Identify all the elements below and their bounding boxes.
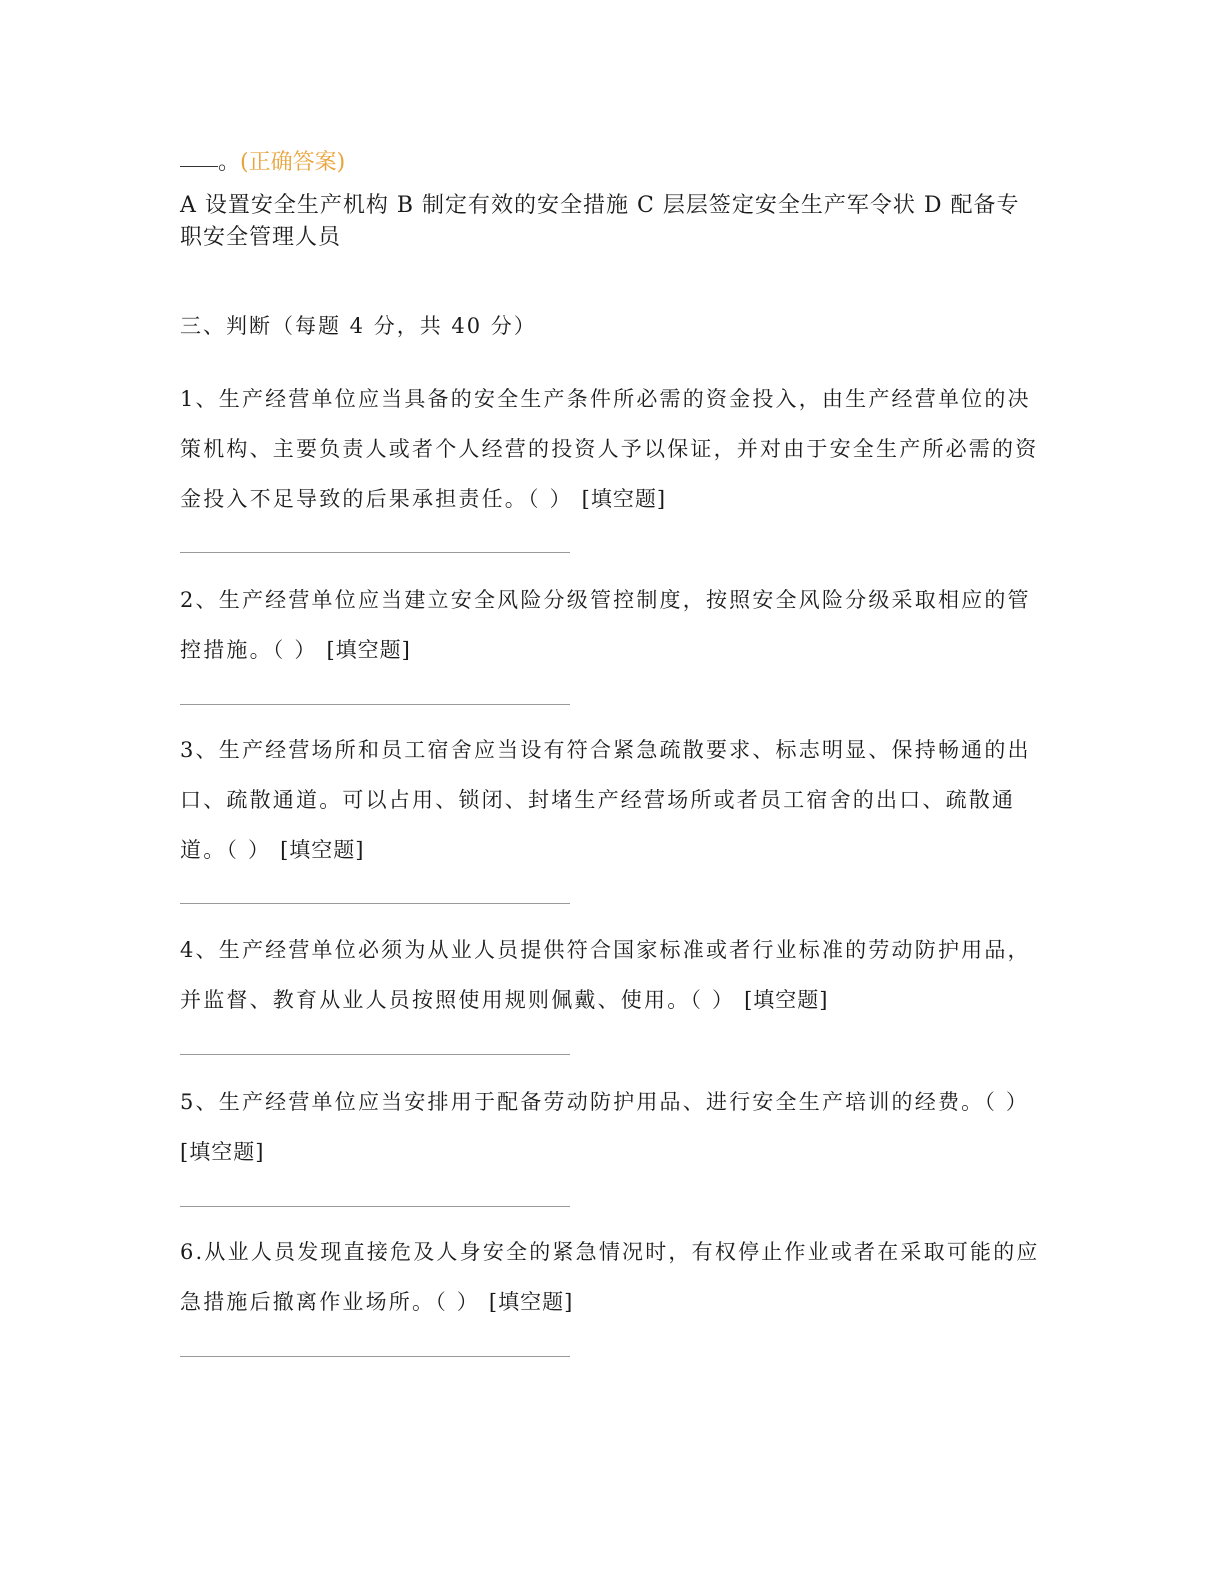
question-type-tag: [填空题] (744, 988, 829, 1012)
answer-line-1[interactable] (180, 552, 570, 553)
question-3 (180, 725, 1040, 875)
question-text: 4、生产经营单位必须为从业人员提供符合国家标准或者行业标准的劳动防护用品，并监督、教育从业人员按照使用规则佩戴、使用。（ ） (180, 938, 1031, 1012)
answer-line-6[interactable] (180, 1356, 570, 1357)
question-type-tag: [填空题] (488, 1290, 574, 1314)
previous-question-tail (180, 148, 1040, 178)
answer-line-2[interactable] (180, 704, 570, 705)
question-text: 5、生产经营单位应当安排用于配备劳动防护用品、进行安全生产培训的经费。（ ） (180, 1090, 1030, 1114)
question-type-tag: [填空题] (581, 487, 667, 511)
question-text: 1、生产经营单位应当具备的安全生产条件所必需的资金投入，由生产经营单位的决策机构、主要负责人或者个人经营的投资人予以保证，并对由于安全生产所必需的资金投入不足导致的后果承担责任。（ ） (180, 387, 1039, 511)
question-text: 2、生产经营单位应当建立安全风险分级管控制度，按照安全风险分级采取相应的管控措施。（ ） (180, 588, 1031, 662)
question-5 (180, 1077, 1040, 1177)
question-2 (180, 575, 1040, 675)
document-page (180, 0, 1040, 1584)
answer-line-4[interactable] (180, 1054, 570, 1055)
section-title: 三、判断（每题 4 分，共 40 分） (180, 314, 537, 338)
correct-answer-mark: (正确答案) (240, 150, 346, 175)
answer-line-5[interactable] (180, 1206, 570, 1207)
question-type-tag: [填空题] (280, 838, 365, 862)
question-6 (180, 1227, 1040, 1327)
question-type-tag: [填空题] (326, 638, 411, 662)
answer-line-3[interactable] (180, 903, 570, 904)
previous-question-options: A 设置安全生产机构 B 制定有效的安全措施 C 层层签定安全生产军令状 D 配备专职安全管理人员 (180, 193, 1020, 250)
question-4 (180, 925, 1040, 1025)
question-text: 3、生产经营场所和员工宿舍应当设有符合紧急疏散要求、标志明显、保持畅通的出口、疏散通道。可以占用、锁闭、封堵生产经营场所或者员工宿舍的出口、疏散通道。（ ） (180, 738, 1031, 862)
previous-question-period: 。 (218, 150, 241, 175)
question-text: 6.从业人员发现直接危及人身安全的紧急情况时，有权停止作业或者在采取可能的应急措施后撤离作业场所。（ ） (180, 1240, 1040, 1314)
answer-blank (180, 166, 218, 167)
question-1 (180, 374, 1040, 524)
question-type-tag: [填空题] (180, 1140, 265, 1164)
